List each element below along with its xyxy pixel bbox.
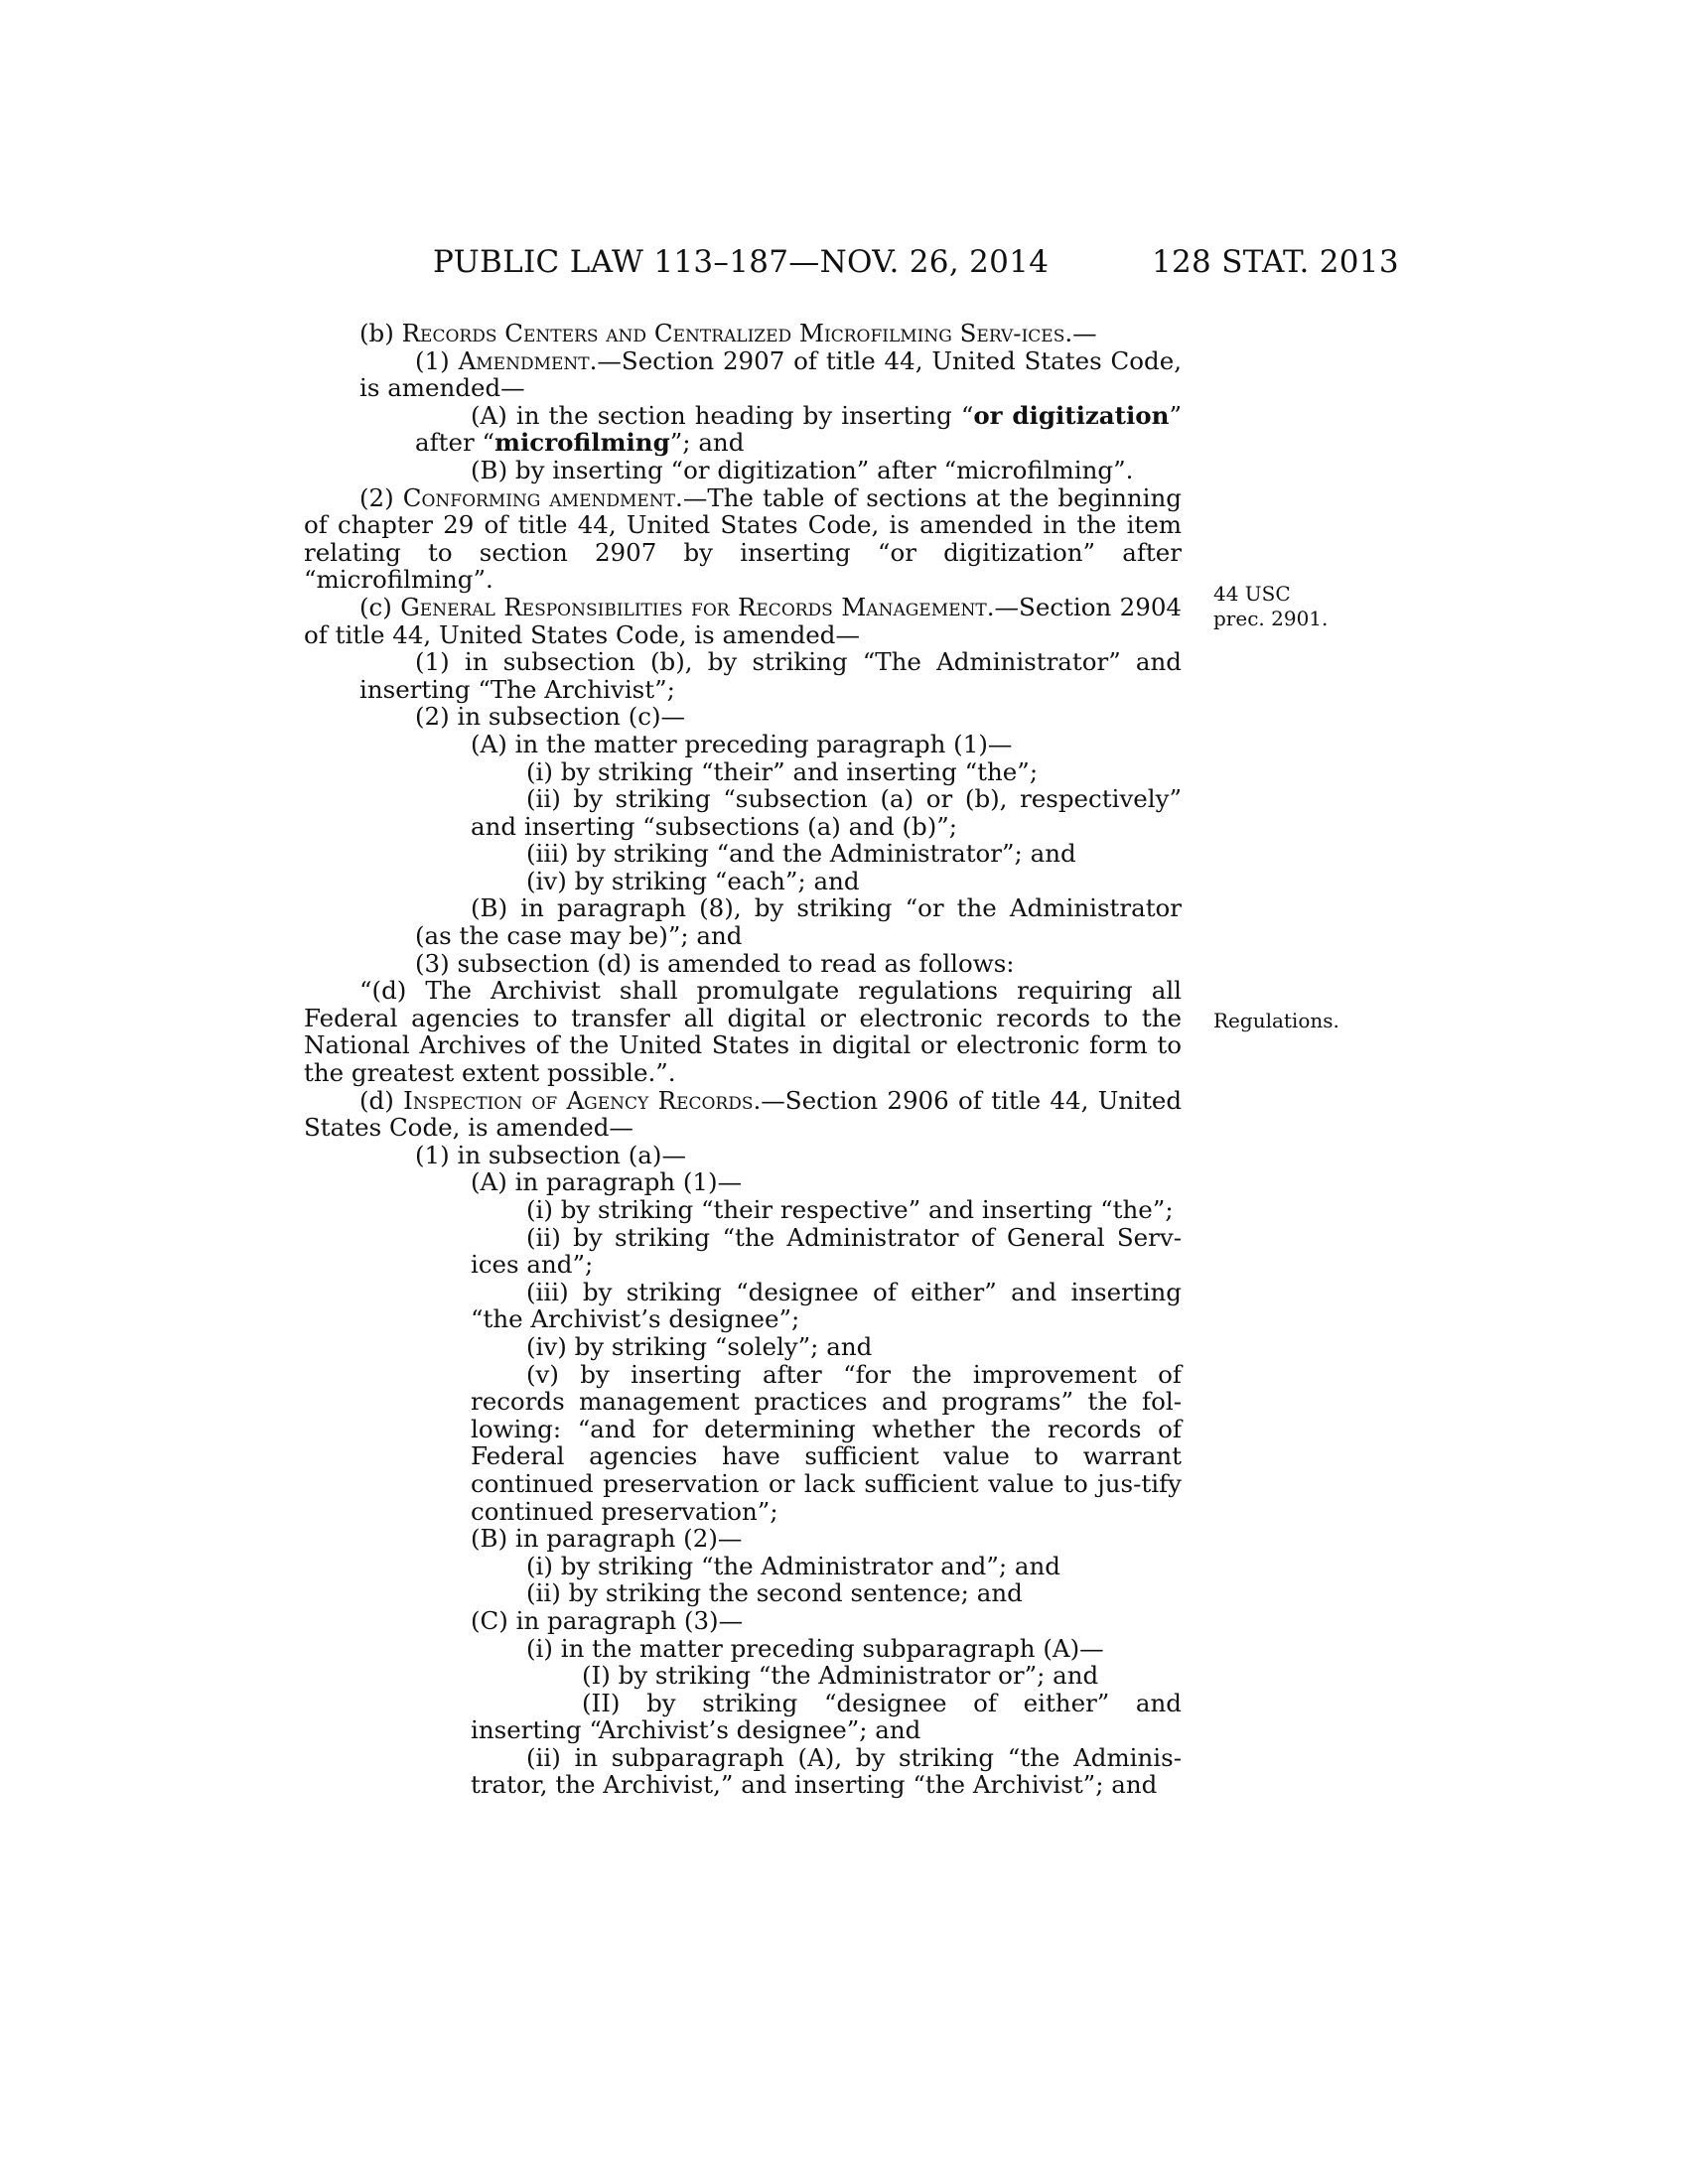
amended-subsection-d: “(d) The Archivist shall promulgate regulations requiring all Federal agencies to transfer all digital or electronic records to the National Archives of the United States in digital or electronic form to the greatest extent possible.”. [304,976,1182,1088]
clause-d1Bi: (i) by striking “the Administrator and”; and [526,1551,1060,1580]
clause-d1Aiv: (iv) by striking “solely”; and [526,1331,873,1361]
subsection-dash: — [1072,319,1097,347]
subsection-text: —Section 2904 of title 44, United States Code, is amended— [304,592,1182,649]
subparagraph-c2B: (B) in paragraph (8), by striking “or the Administrator (as the case may be)”; and [415,893,1182,951]
stat-page-number: 128 STAT. 2013 [1152,244,1399,280]
paragraph-heading: Conforming amendment. [402,482,683,512]
paragraph-text: —The table of sections at the beginning of chapter 29 of title 44, United States Code, is amended in the item relating to section 2907 by inserting “or digitization” after “microfilming”. [304,482,1182,595]
clause-d1Cii: (ii) in subparagraph (A), by striking “the Adminis-trator, the Archivist,” and inserting “the Archivist”; and [471,1742,1182,1800]
subsection-b [304,320,1182,347]
subsection-heading: Records Centers and Centralized Microfilming Serv-ices. [401,319,1073,347]
margin-note-regulations: Regulations. [1213,1009,1339,1032]
subsection-c [304,594,1182,648]
subclause-d1CiII: (II) by striking “designee of either” and inserting “Archivist’s designee”; and [471,1688,1182,1745]
subparagraph-d1C: (C) in paragraph (3)— [471,1605,744,1635]
clause-d1Ai: (i) by striking “their respective” and inserting “the”; [526,1195,1174,1224]
subclause-d1CiI: (I) by striking “the Administrator or”; and [582,1661,1099,1691]
paragraph-c1: (1) in subsection (b), by striking “The Administrator” and inserting “The Archivist”; [359,647,1182,704]
clause-d1Ci: (i) in the matter preceding subparagraph (A)— [526,1633,1104,1663]
bold-term: or digitization [973,400,1170,430]
paragraph-label: (1) [415,345,459,375]
statute-body [304,320,1182,1799]
subparagraph-d1A: (A) in paragraph (1)— [471,1167,743,1197]
paragraph-c2: (2) in subsection (c)— [415,702,686,732]
text-run: (A) in the section heading by inserting “ [471,400,974,430]
subsection-heading: Inspection of Agency Records. [403,1085,762,1115]
subsection-heading: General Responsibilities for Records Management. [400,592,995,621]
paragraph-b1 [304,347,1182,402]
subsection-label: (c) [359,592,401,621]
paragraph-text: —Section 2907 of title 44, United States Code, is amended— [359,345,1182,403]
text-run: ” after “ [415,400,1182,458]
paragraph-d1: (1) in subsection (a)— [415,1140,686,1169]
clause-d1Aiii: (iii) by striking “designee of either” and inserting “the Archivist’s designee”; [471,1277,1182,1334]
subparagraph-c2A: (A) in the matter preceding paragraph (1)— [471,729,1013,758]
text-run: ”; and [669,428,745,458]
clause-d1Aii: (ii) by striking “the Administrator of General Serv-ices and”; [471,1222,1182,1280]
paragraph-label: (2) [359,482,403,512]
subparagraph-bB: (B) by inserting “or digitization” after “microfilming”. [471,455,1134,484]
public-law-title: PUBLIC LAW 113–187—NOV. 26, 2014 [433,244,1050,280]
subparagraph-bA [304,402,1182,457]
paragraph-b2 [304,484,1182,594]
margin-note-usc: 44 USC prec. 2901. [1213,582,1329,630]
subparagraph-d1B: (B) in paragraph (2)— [471,1524,743,1554]
clause-d1Av: (v) by inserting after “for the improvement of records management practices and programs” the fol-lowing: “and for determining whether the records of Federal agencies have sufficient value to warrant continued preservation or lack sufficient value to jus-tify continued preservation”; [471,1359,1182,1526]
subsection-d [304,1087,1182,1142]
subsection-text: —Section 2906 of title 44, United States Code, is amended— [304,1085,1183,1143]
paragraph-heading: Amendment. [458,345,598,375]
subsection-label: (d) [359,1085,404,1115]
bold-term: microfilming [494,428,670,458]
paragraph-c3: (3) subsection (d) is amended to read as follows: [415,948,1015,978]
clause-c2Aii: (ii) by striking “subsection (a) or (b), respectively” and inserting “subsections (a) and (b)”; [471,784,1182,841]
clause-c2Ai: (i) by striking “their” and inserting “the”; [526,756,1039,786]
clause-c2Aiii: (iii) by striking “and the Administrator”; and [526,839,1076,869]
subsection-label: (b) [359,319,402,347]
clause-c2Aiv: (iv) by striking “each”; and [526,866,860,895]
clause-d1Bii: (ii) by striking the second sentence; and [526,1578,1023,1608]
